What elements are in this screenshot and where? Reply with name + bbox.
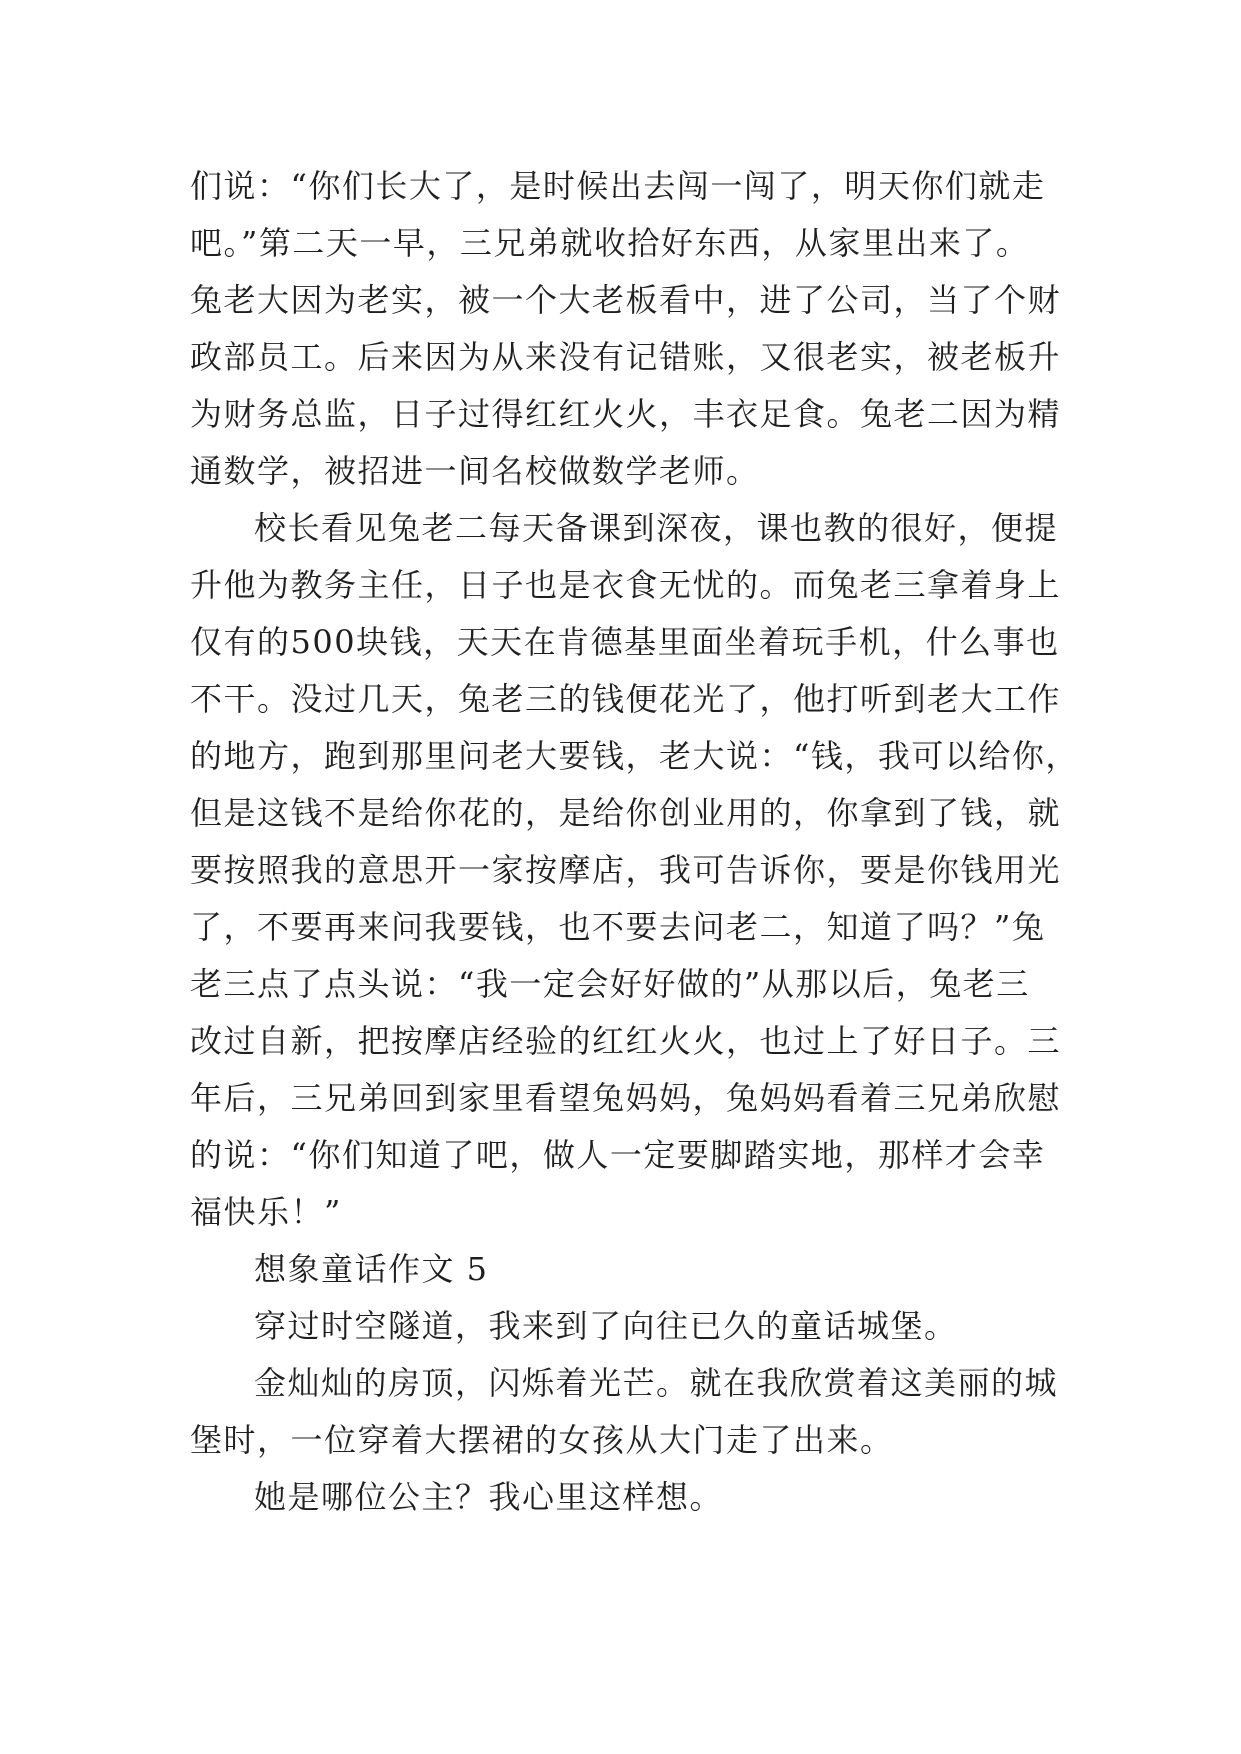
- text-line: 通数学，被招进一间名校做数学老师。: [190, 452, 760, 490]
- text-line: 的说：“你们知道了吧，做人一定要脚踏实地，那样才会幸: [190, 1136, 1046, 1174]
- text-line: 吧。”第二天一早，三兄弟就收拾好东西，从家里出来了。: [190, 224, 1030, 262]
- text-line: 仅有的500块钱，天天在肯德基里面坐着玩手机，什么事也: [190, 623, 1060, 661]
- paragraph-start-line: 校长看见兔老二每天备课到深夜，课也教的很好，便提: [254, 509, 1059, 547]
- text-line: 不干。没过几天，兔老三的钱便花光了，他打听到老大工作: [190, 680, 1062, 718]
- text-line: 为财务总监，日子过得红红火火，丰衣足食。兔老二因为精: [190, 395, 1062, 433]
- text-line: 年后，三兄弟回到家里看望兔妈妈，兔妈妈看着三兄弟欣慰: [190, 1079, 1062, 1117]
- text-line: 要按照我的意思开一家按摩店，我可告诉你，要是你钱用光: [190, 851, 1062, 889]
- paragraph-start-line: 穿过时空隧道，我来到了向往已久的童话城堡。: [254, 1307, 958, 1345]
- text-line: 但是这钱不是给你花的，是给你创业用的，你拿到了钱，就: [190, 794, 1062, 832]
- text-line: 改过自新，把按摩店经验的红红火火，也过上了好日子。三: [190, 1022, 1062, 1060]
- text-line: 们说：“你们长大了，是时候出去闯一闯了，明天你们就走: [190, 167, 1046, 205]
- section-heading: 想象童话作文 5: [254, 1250, 489, 1288]
- text-line: 兔老大因为老实，被一个大老板看中，进了公司，当了个财: [190, 281, 1062, 319]
- text-line: 升他为教务主任，日子也是衣食无忧的。而兔老三拿着身上: [190, 566, 1062, 604]
- text-line: 政部员工。后来因为从来没有记错账，又很老实，被老板升: [190, 338, 1062, 376]
- text-line: 的地方，跑到那里问老大要钱，老大说：“钱，我可以给你，: [190, 737, 1079, 775]
- text-line: 了，不要再来问我要钱，也不要去问老二，知道了吗？”兔: [190, 908, 1046, 946]
- text-line: 堡时，一位穿着大摆裙的女孩从大门走了出来。: [190, 1421, 894, 1459]
- text-line: 福快乐！”: [190, 1193, 342, 1231]
- paragraph-start-line: 金灿灿的房顶，闪烁着光芒。就在我欣赏着这美丽的城: [254, 1364, 1059, 1402]
- story-text: [190, 158, 1079, 1526]
- paragraph-start-line: 她是哪位公主？我心里这样想。: [254, 1478, 724, 1516]
- text-line: 老三点了点头说：“我一定会好好做的”从那以后，兔老三: [190, 965, 1030, 1003]
